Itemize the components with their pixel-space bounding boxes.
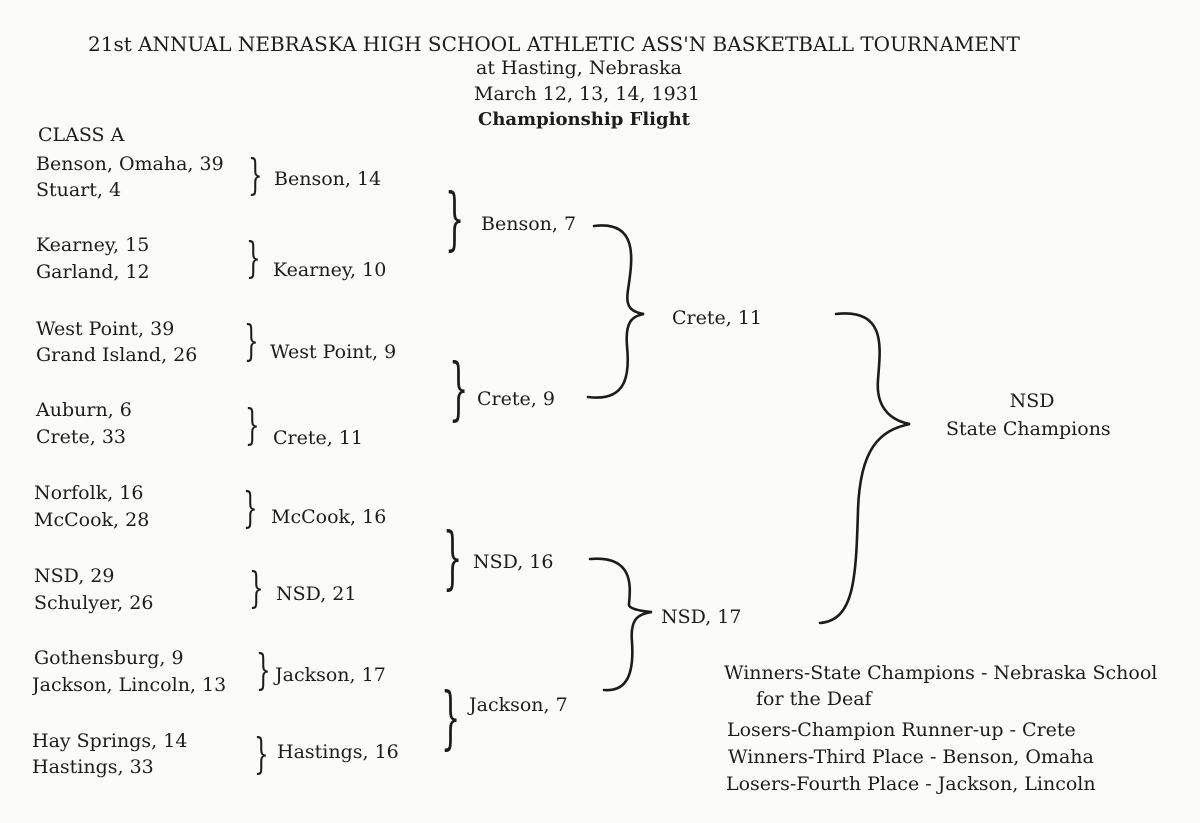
round3-team: NSD, 16 xyxy=(473,551,554,573)
round1-team: Garland, 12 xyxy=(36,261,150,283)
result-line: Winners-State Champions - Nebraska School xyxy=(724,662,1158,684)
round1-team: Hay Springs, 14 xyxy=(32,730,188,752)
round3-team: Jackson, 7 xyxy=(469,694,568,716)
round2-team: Benson, 14 xyxy=(274,168,382,190)
brace-icon: } xyxy=(245,400,260,449)
round1-team: Schulyer, 26 xyxy=(34,592,154,614)
round1-team: West Point, 39 xyxy=(36,318,175,340)
bracket-curve xyxy=(590,559,652,690)
round1-team: Crete, 33 xyxy=(36,426,126,448)
class-label: CLASS A xyxy=(38,124,125,146)
round2-team: West Point, 9 xyxy=(270,341,397,363)
round2-team: Kearney, 10 xyxy=(273,259,387,281)
brace-icon: } xyxy=(254,729,269,778)
round1-team: Benson, Omaha, 39 xyxy=(36,153,224,175)
brace-icon: } xyxy=(244,316,259,365)
bracket-curve xyxy=(820,313,910,623)
brace-icon: } xyxy=(249,563,264,612)
brace-icon: } xyxy=(246,233,261,282)
result-line: Winners-Third Place - Benson, Omaha xyxy=(728,746,1094,768)
tournament-location: at Hasting, Nebraska xyxy=(476,57,682,79)
tournament-dates: March 12, 13, 14, 1931 xyxy=(474,83,700,105)
round2-team: Jackson, 17 xyxy=(275,664,386,686)
round2-team: Hastings, 16 xyxy=(277,741,399,763)
brace-icon: } xyxy=(448,350,469,429)
brace-icon: } xyxy=(442,519,463,598)
tournament-title: 21st ANNUAL NEBRASKA HIGH SCHOOL ATHLETIC ASS'N BASKETBALL TOURNAMENT xyxy=(88,32,1020,56)
round2-team: Crete, 11 xyxy=(273,427,363,449)
result-line: for the Deaf xyxy=(756,688,872,710)
round1-team: Auburn, 6 xyxy=(36,399,132,421)
bracket-curve xyxy=(588,225,644,397)
brace-icon: } xyxy=(440,679,461,758)
result-line: Losers-Fourth Place - Jackson, Lincoln xyxy=(726,773,1096,795)
round3-team: Benson, 7 xyxy=(481,213,577,235)
round1-team: Grand Island, 26 xyxy=(36,344,198,366)
result-line: Losers-Champion Runner-up - Crete xyxy=(727,719,1076,741)
semi-team: Crete, 11 xyxy=(672,307,762,329)
round1-team: Gothensburg, 9 xyxy=(34,647,184,669)
round1-team: Norfolk, 16 xyxy=(34,482,144,504)
round1-team: Hastings, 33 xyxy=(32,756,154,778)
brace-icon: } xyxy=(243,483,258,532)
semi-team: NSD, 17 xyxy=(661,606,742,628)
brace-icon: } xyxy=(248,150,263,199)
brace-icon: } xyxy=(256,645,271,694)
round1-team: NSD, 29 xyxy=(34,565,115,587)
flight-label: Championship Flight xyxy=(478,109,690,130)
round2-team: McCook, 16 xyxy=(271,506,387,528)
round2-team: NSD, 21 xyxy=(276,583,357,605)
brace-icon: } xyxy=(444,180,465,259)
round3-team: Crete, 9 xyxy=(477,388,555,410)
champion-label: State Champions xyxy=(946,418,1111,440)
round1-team: Stuart, 4 xyxy=(36,179,122,201)
round1-team: Jackson, Lincoln, 13 xyxy=(32,674,227,696)
round1-team: McCook, 28 xyxy=(34,509,150,531)
champion-team: NSD xyxy=(1009,390,1055,412)
round1-team: Kearney, 15 xyxy=(36,234,150,256)
